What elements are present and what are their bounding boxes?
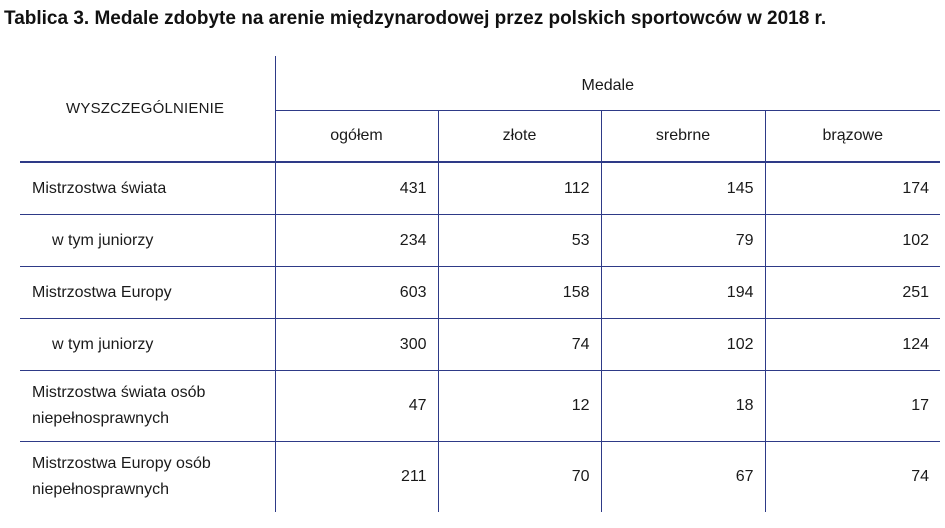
cell-bronze: 102 xyxy=(902,231,930,249)
table-row xyxy=(20,215,940,267)
row-label-line: Mistrzostwa świata osób xyxy=(32,384,206,401)
row-label: w tym juniorzy xyxy=(20,319,275,371)
row-label: w tym juniorzy xyxy=(20,215,275,267)
row-label: Mistrzostwa świata xyxy=(20,162,275,215)
row-label xyxy=(20,371,275,442)
table-row xyxy=(20,319,940,371)
column-group-header-medals: Medale xyxy=(275,56,940,111)
row-label-line: niepełnosprawnych xyxy=(32,481,169,498)
cell-silver: 79 xyxy=(601,215,765,267)
table-title: Tablica 3. Medale zdobyte na arenie międzynarodowej przez polskich sportowców w 2018 r. xyxy=(4,8,827,29)
cell-gold: 12 xyxy=(438,371,601,442)
cell-gold: 53 xyxy=(438,215,601,267)
column-header-row-label: WYSZCZEGÓLNIENIE xyxy=(20,56,275,162)
cell-bronze: 174 xyxy=(902,179,930,197)
medals-table xyxy=(20,56,940,512)
cell-bronze: 17 xyxy=(911,397,930,414)
cell-silver: 194 xyxy=(601,267,765,319)
column-header-total: ogółem xyxy=(275,111,438,163)
cell-bronze: 124 xyxy=(902,335,930,353)
cell-gold: 70 xyxy=(438,442,601,513)
table-row xyxy=(20,267,940,319)
table-row xyxy=(20,371,940,442)
cell-total: 431 xyxy=(275,162,438,215)
column-header-bronze: brązowe xyxy=(822,127,884,144)
cell-total: 47 xyxy=(275,371,438,442)
column-header-gold: złote xyxy=(438,111,601,163)
cell-gold: 112 xyxy=(438,162,601,215)
column-header-silver: srebrne xyxy=(601,111,765,163)
cell-silver: 67 xyxy=(601,442,765,513)
cell-total: 603 xyxy=(275,267,438,319)
cell-total: 211 xyxy=(275,442,438,513)
row-label: Mistrzostwa Europy xyxy=(20,267,275,319)
cell-silver: 102 xyxy=(601,319,765,371)
cell-gold: 158 xyxy=(438,267,601,319)
cell-silver: 18 xyxy=(601,371,765,442)
cell-gold: 74 xyxy=(438,319,601,371)
table-row xyxy=(20,442,940,513)
cell-total: 234 xyxy=(275,215,438,267)
row-label-line: niepełnosprawnych xyxy=(32,410,169,427)
cell-silver: 145 xyxy=(601,162,765,215)
cell-total: 300 xyxy=(275,319,438,371)
cell-bronze: 74 xyxy=(911,468,930,485)
cell-bronze: 251 xyxy=(902,283,930,301)
row-label xyxy=(20,442,275,513)
table-row xyxy=(20,162,940,215)
row-label-line: Mistrzostwa Europy osób xyxy=(32,455,211,472)
